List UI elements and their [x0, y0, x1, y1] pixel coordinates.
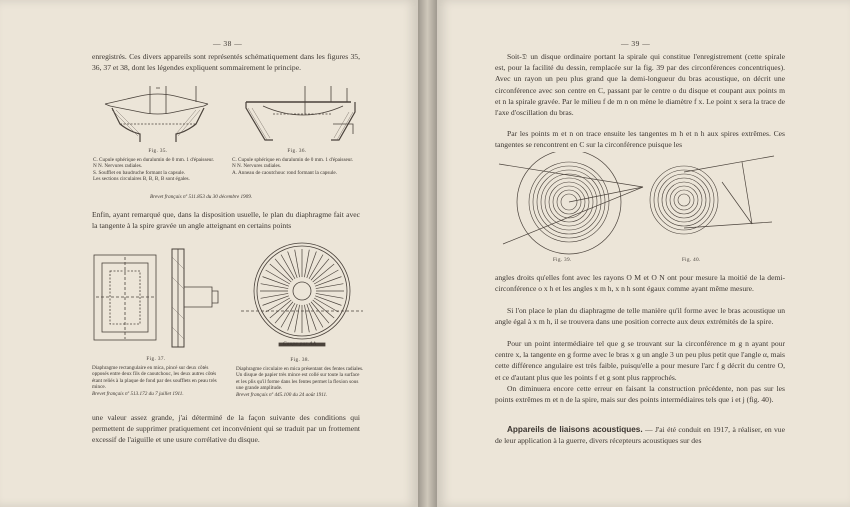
figure-35-caption — [93, 148, 223, 183]
right-page — [437, 0, 850, 507]
intro-paragraph: enregistrés. Ces divers appareils sont représentés schématiquement dans les figures 35, 36, 37 et 38, dont les légendes expliquent sommairement le principe. — [92, 52, 360, 73]
figure-36-caption — [232, 148, 362, 176]
figure-37-label: Fig. 37. — [146, 356, 166, 362]
paragraph-1: Soit-𝔇 un disque ordinaire portant la spirale qui constitue l'enregistrement (cette spirale est, pour la facilité du dessin, remplacée sur la fig. 39 par des circonférences concentriques). Avec un rayon un peu plus grand que la demi-longueur du bras acoustique, on décrit une circonférence avec son centre en C, passant par le centre o du disque et coupant aux points m et n la spirale gravée. Par le milieu f de m n on mène le diamètre f x. Le point x sera la trace de l'axe d'oscillation du bras. — [495, 52, 785, 118]
figure-35-drawing — [100, 84, 215, 144]
figure-38-label: Fig. 38. — [290, 357, 310, 363]
record-groove — [678, 194, 690, 206]
figure-39-drawing — [493, 152, 653, 257]
figure-37-caption-text: Diaphragme rectangulaire en mica, pincé sur deux côtés opposés entre deux fils de caoutchouc, les deux autres côtés étant reliés à la plaque de fond par des soufflets en peau très mince. — [92, 364, 217, 391]
section-heading-text: — J'ai été conduit en 1917, à réaliser, en vue de leur application à la guerre, divers récepteurs acoustiques sur des — [495, 425, 785, 446]
paragraph-2: Par les points m et n on trace ensuite les tangentes m h et n h aux spires extrêmes. Ces tangentes se rencontrent en C sur la circonférence puisque les — [495, 129, 785, 150]
record-groove — [650, 166, 718, 234]
record-groove — [654, 170, 714, 230]
figure-38-patent: Brevet français nº 445.100 du 24 août 1911. — [236, 391, 328, 398]
figure-35-label: Fig. 35. — [148, 148, 168, 154]
figure-38-drawing — [237, 239, 367, 353]
paragraph-3: angles droits qu'elles font avec les rayons O M et O N ont pour mesure la moitié de la demi-circonférence o x h et les angles x m h, x n h sont égaux comme ayant même mesure. — [495, 273, 785, 294]
record-groove — [674, 190, 694, 210]
figure-39-label: Fig. 39. — [553, 258, 572, 263]
left-page — [0, 0, 418, 507]
patent-note-1: Brevet français nº 511.853 du 30 décembre 1909. — [150, 194, 253, 200]
paragraph-4: Si l'on place le plan du diaphragme de telle manière qu'il forme avec le bras acoustique un angle égal à x m h, il se trouvera dans une position correcte aux deux extrémités de la spire. — [495, 306, 785, 327]
middle-paragraph: Enfin, ayant remarqué que, dans la disposition usuelle, le plan du diaphragme fait avec la tangente à la spire gravée un angle atteignant en certains points — [92, 210, 360, 231]
figure-35-caption-text: C. Cupule sphérique en duralumin de 0 mm. 1 d'épaisseur. N N. Nervures radiales. S. Soufflet en baudruche formant la capsule. Les sections circulaires B, B, B, B sont égales. — [93, 156, 215, 183]
figure-36-drawing — [243, 84, 361, 144]
figure-40-label: Fig. 40. — [682, 258, 701, 263]
figure-38-caption — [236, 357, 364, 399]
paragraph-5: Pour un point intermédiaire tel que g se trouvant sur la circonférence m g n ayant pour centre x, la tangente en g forme avec le bras x g un angle 3 un peu plus petit que l'angle α, mais cette différence angulaire est très faible, puisqu'elle a pour mesure l'arc f g décrit du centre O, et ce d'autant plus que les points f et g sont plus rapprochés. — [495, 339, 785, 382]
figure-38-section-label: Coupe par AA — [283, 342, 317, 347]
page-number-left: — 38 — — [213, 39, 243, 48]
figure-37-drawing — [92, 247, 222, 352]
paragraph-6: On diminuera encore cette erreur en faisant la construction précédente, non pas sur les points extrêmes m et n de la spire, mais sur des points intermédiaires tels que i et j (fig. 40). — [495, 384, 785, 405]
figure-40-drawing — [642, 152, 782, 252]
page-number-right: — 39 — — [621, 39, 651, 48]
figure-37-patent: Brevet français nº 513.172 du 7 juillet 1911. — [92, 390, 184, 397]
section-heading-title: Appareils de liaisons acoustiques. — [507, 425, 643, 434]
figure-37-caption — [92, 356, 220, 398]
record-groove — [666, 182, 702, 218]
book-gutter — [418, 0, 437, 507]
section-heading — [495, 424, 785, 446]
final-paragraph: une valeur assez grande, j'ai déterminé de la façon suivante des conditions qui permettent de supprimer pratiquement cet inconvénient qui se traduit par un frottement excessif de l'aiguille et une usure corrélative du disque. — [92, 413, 360, 445]
figure-38-caption-text: Diaphragme circulaire en mica présentant des fentes radiales. Un disque de papier très mince est collé sur toute la surface et les plis qu'il forme dans les fentes permet la flexion sous une grande amplitude. — [236, 365, 364, 392]
record-groove — [662, 178, 706, 222]
figure-36-caption-text: C. Cupule sphérique en duralumin de 0 mm. 1 d'épaisseur. N N. Nervures radiales. A. Anneau de caoutchouc rond formant la capsule. — [232, 156, 354, 176]
figure-36-label: Fig. 36. — [287, 148, 307, 154]
